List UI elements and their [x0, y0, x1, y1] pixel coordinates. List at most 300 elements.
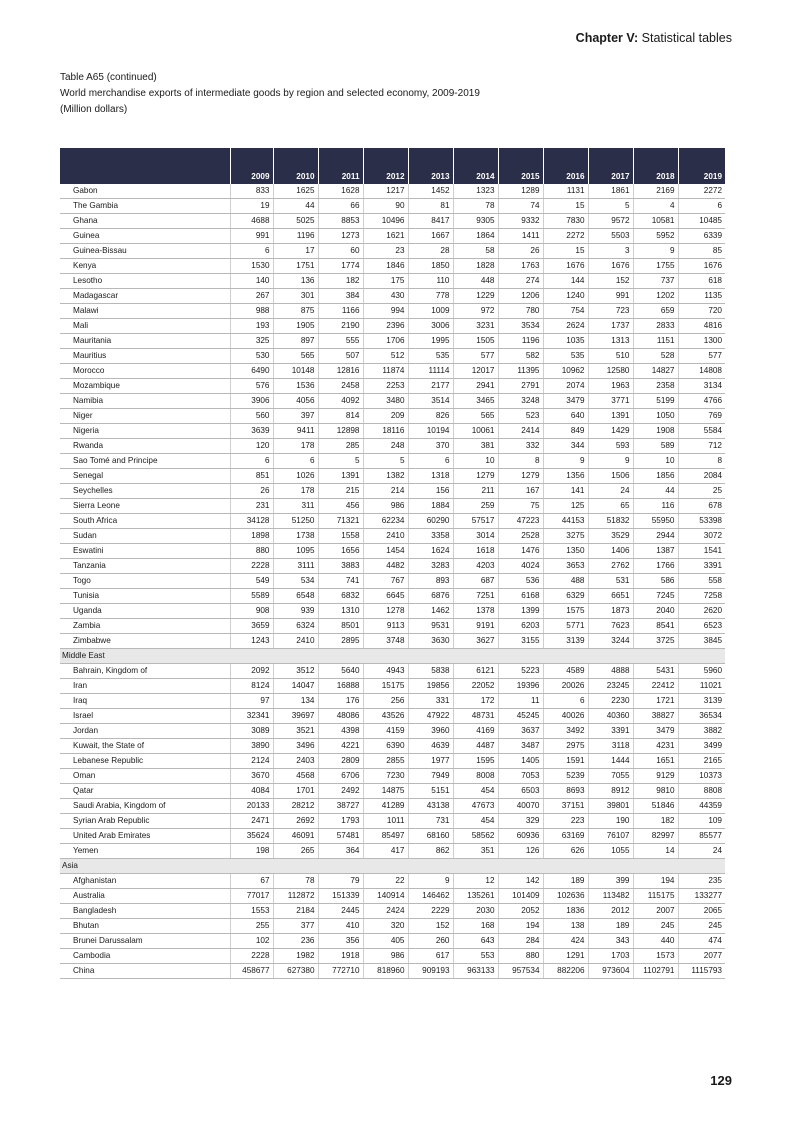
value-cell: 156: [408, 484, 453, 499]
value-cell: 1558: [318, 529, 363, 544]
value-cell: 1202: [633, 289, 678, 304]
value-cell: 9: [543, 454, 588, 469]
value-cell: 1828: [453, 259, 498, 274]
value-cell: 58562: [453, 829, 498, 844]
value-cell: 1131: [543, 184, 588, 199]
value-cell: 331: [408, 694, 453, 709]
value-cell: 5589: [230, 589, 273, 604]
value-cell: 882206: [543, 964, 588, 979]
value-cell: 1411: [498, 229, 543, 244]
value-cell: 9572: [588, 214, 633, 229]
value-cell: 1095: [273, 544, 318, 559]
table-meta: [60, 70, 480, 118]
value-cell: 24: [678, 844, 725, 859]
value-cell: 46091: [273, 829, 318, 844]
value-cell: 1628: [318, 184, 363, 199]
value-cell: 81: [408, 199, 453, 214]
value-cell: 15175: [363, 679, 408, 694]
value-cell: 245: [633, 919, 678, 934]
header-year: 2014: [453, 148, 498, 184]
table-row: [60, 829, 725, 844]
value-cell: 4084: [230, 784, 273, 799]
economy-name: Qatar: [60, 784, 230, 799]
value-cell: 11: [498, 694, 543, 709]
value-cell: 893: [408, 574, 453, 589]
value-cell: 5223: [498, 664, 543, 679]
value-cell: 7830: [543, 214, 588, 229]
value-cell: 97: [230, 694, 273, 709]
table-unit: (Million dollars): [60, 104, 128, 115]
value-cell: 5584: [678, 424, 725, 439]
value-cell: 3248: [498, 394, 543, 409]
value-cell: 248: [363, 439, 408, 454]
header-economy: [60, 148, 230, 184]
table-row: [60, 244, 725, 259]
value-cell: 51250: [273, 514, 318, 529]
value-cell: 9332: [498, 214, 543, 229]
value-cell: 47673: [453, 799, 498, 814]
economy-name: Malawi: [60, 304, 230, 319]
value-cell: 1624: [408, 544, 453, 559]
value-cell: 7251: [453, 589, 498, 604]
table-id: Table A65 (continued): [60, 72, 157, 83]
value-cell: 4231: [633, 739, 678, 754]
value-cell: 65: [588, 499, 633, 514]
value-cell: 1444: [588, 754, 633, 769]
value-cell: 34128: [230, 514, 273, 529]
value-cell: 1595: [453, 754, 498, 769]
value-cell: 44: [633, 484, 678, 499]
value-cell: 53398: [678, 514, 725, 529]
value-cell: 3139: [678, 694, 725, 709]
value-cell: 19396: [498, 679, 543, 694]
value-cell: 1323: [453, 184, 498, 199]
table-row: [60, 589, 725, 604]
economy-name: The Gambia: [60, 199, 230, 214]
value-cell: 5838: [408, 664, 453, 679]
value-cell: 1530: [230, 259, 273, 274]
value-cell: 71321: [318, 514, 363, 529]
value-cell: 168: [453, 919, 498, 934]
value-cell: 4888: [588, 664, 633, 679]
value-cell: 1751: [273, 259, 318, 274]
value-cell: 880: [498, 949, 543, 964]
value-cell: 814: [318, 409, 363, 424]
value-cell: 40360: [588, 709, 633, 724]
value-cell: 68160: [408, 829, 453, 844]
value-cell: 4221: [318, 739, 363, 754]
table-row: [60, 604, 725, 619]
economy-name: Niger: [60, 409, 230, 424]
value-cell: 1405: [498, 754, 543, 769]
value-cell: 14047: [273, 679, 318, 694]
value-cell: 364: [318, 844, 363, 859]
value-cell: 6203: [498, 619, 543, 634]
value-cell: 2528: [498, 529, 543, 544]
value-cell: 3529: [588, 529, 633, 544]
value-cell: 22: [363, 874, 408, 889]
value-cell: 2975: [543, 739, 588, 754]
value-cell: 8124: [230, 679, 273, 694]
value-cell: 963133: [453, 964, 498, 979]
value-cell: 4487: [453, 739, 498, 754]
economy-name: Madagascar: [60, 289, 230, 304]
value-cell: 3670: [230, 769, 273, 784]
table-row: [60, 454, 725, 469]
value-cell: 1656: [318, 544, 363, 559]
value-cell: 772710: [318, 964, 363, 979]
value-cell: 7258: [678, 589, 725, 604]
value-cell: 3275: [543, 529, 588, 544]
header-year: 2018: [633, 148, 678, 184]
value-cell: 3139: [543, 634, 588, 649]
data-table-container: [60, 148, 725, 979]
table-row: [60, 319, 725, 334]
value-cell: 577: [678, 349, 725, 364]
value-cell: 57481: [318, 829, 363, 844]
value-cell: 1135: [678, 289, 725, 304]
value-cell: 41289: [363, 799, 408, 814]
value-cell: 1667: [408, 229, 453, 244]
economy-name: Sudan: [60, 529, 230, 544]
table-row: [60, 469, 725, 484]
value-cell: 22412: [633, 679, 678, 694]
value-cell: 15: [543, 244, 588, 259]
value-cell: 6: [543, 694, 588, 709]
value-cell: 20026: [543, 679, 588, 694]
value-cell: 1553: [230, 904, 273, 919]
table-row: [60, 424, 725, 439]
chapter-header: [576, 31, 732, 45]
economy-name: Mauritius: [60, 349, 230, 364]
value-cell: 351: [453, 844, 498, 859]
value-cell: 6645: [363, 589, 408, 604]
value-cell: 5503: [588, 229, 633, 244]
value-cell: 6: [408, 454, 453, 469]
value-cell: 5: [588, 199, 633, 214]
table-row: [60, 664, 725, 679]
page-number: 129: [710, 1073, 732, 1088]
value-cell: 7623: [588, 619, 633, 634]
economy-name: Mauritania: [60, 334, 230, 349]
value-cell: 4203: [453, 559, 498, 574]
economy-name: Uganda: [60, 604, 230, 619]
value-cell: 659: [633, 304, 678, 319]
value-cell: 133277: [678, 889, 725, 904]
value-cell: 1356: [543, 469, 588, 484]
economy-name: Israel: [60, 709, 230, 724]
value-cell: 2052: [498, 904, 543, 919]
value-cell: 16888: [318, 679, 363, 694]
value-cell: 897: [273, 334, 318, 349]
value-cell: 780: [498, 304, 543, 319]
value-cell: 176: [318, 694, 363, 709]
value-cell: 235: [678, 874, 725, 889]
value-cell: 523: [498, 409, 543, 424]
value-cell: 9: [588, 454, 633, 469]
value-cell: 1382: [363, 469, 408, 484]
value-cell: 1905: [273, 319, 318, 334]
value-cell: 140914: [363, 889, 408, 904]
value-cell: 417: [363, 844, 408, 859]
table-row: [60, 904, 725, 919]
value-cell: 1977: [408, 754, 453, 769]
value-cell: 23: [363, 244, 408, 259]
value-cell: 48731: [453, 709, 498, 724]
economy-name: Nigeria: [60, 424, 230, 439]
value-cell: 1703: [588, 949, 633, 964]
value-cell: 167: [498, 484, 543, 499]
value-cell: 85: [678, 244, 725, 259]
economy-name: Sao Tomé and Principe: [60, 454, 230, 469]
value-cell: 11874: [363, 364, 408, 379]
value-cell: 8: [678, 454, 725, 469]
table-row: [60, 634, 725, 649]
value-cell: 11395: [498, 364, 543, 379]
value-cell: 3748: [363, 634, 408, 649]
value-cell: 10: [633, 454, 678, 469]
value-cell: 75: [498, 499, 543, 514]
value-cell: 687: [453, 574, 498, 589]
value-cell: 531: [588, 574, 633, 589]
economy-name: Bhutan: [60, 919, 230, 934]
value-cell: 3639: [230, 424, 273, 439]
value-cell: 231: [230, 499, 273, 514]
table-row: [60, 514, 725, 529]
table-row: [60, 289, 725, 304]
value-cell: 6329: [543, 589, 588, 604]
value-cell: 3244: [588, 634, 633, 649]
value-cell: 151339: [318, 889, 363, 904]
value-cell: 586: [633, 574, 678, 589]
value-cell: 2403: [273, 754, 318, 769]
value-cell: 152: [588, 274, 633, 289]
value-cell: 10496: [363, 214, 408, 229]
value-cell: 1279: [498, 469, 543, 484]
value-cell: 193: [230, 319, 273, 334]
header-year: 2017: [588, 148, 633, 184]
value-cell: 152: [408, 919, 453, 934]
value-cell: 986: [363, 949, 408, 964]
value-cell: 1291: [543, 949, 588, 964]
value-cell: 534: [273, 574, 318, 589]
value-cell: 12816: [318, 364, 363, 379]
value-cell: 1206: [498, 289, 543, 304]
value-cell: 1651: [633, 754, 678, 769]
value-cell: 2396: [363, 319, 408, 334]
value-cell: 8693: [543, 784, 588, 799]
value-cell: 223: [543, 814, 588, 829]
value-cell: 20133: [230, 799, 273, 814]
value-cell: 2624: [543, 319, 588, 334]
value-cell: 456: [318, 499, 363, 514]
value-cell: 44153: [543, 514, 588, 529]
region-label: Asia: [60, 859, 725, 874]
value-cell: 6324: [273, 619, 318, 634]
table-row: [60, 784, 725, 799]
value-cell: 146462: [408, 889, 453, 904]
value-cell: 256: [363, 694, 408, 709]
region-row: [60, 649, 725, 664]
value-cell: 12017: [453, 364, 498, 379]
value-cell: 9: [408, 874, 453, 889]
value-cell: 397: [273, 409, 318, 424]
table-row: [60, 889, 725, 904]
value-cell: 58: [453, 244, 498, 259]
value-cell: 259: [453, 499, 498, 514]
value-cell: 2165: [678, 754, 725, 769]
value-cell: 82997: [633, 829, 678, 844]
value-cell: 9810: [633, 784, 678, 799]
value-cell: 116: [633, 499, 678, 514]
value-cell: 194: [498, 919, 543, 934]
value-cell: 1676: [588, 259, 633, 274]
value-cell: 991: [230, 229, 273, 244]
value-cell: 3659: [230, 619, 273, 634]
value-cell: 2065: [678, 904, 725, 919]
value-cell: 6: [230, 454, 273, 469]
value-cell: 24: [588, 484, 633, 499]
value-cell: 1573: [633, 949, 678, 964]
value-cell: 1541: [678, 544, 725, 559]
table-row: [60, 394, 725, 409]
value-cell: 120: [230, 439, 273, 454]
economy-name: Brunei Darussalam: [60, 934, 230, 949]
value-cell: 1115793: [678, 964, 725, 979]
economy-name: Sierra Leone: [60, 499, 230, 514]
economy-name: Bangladesh: [60, 904, 230, 919]
value-cell: 138: [543, 919, 588, 934]
value-cell: 35624: [230, 829, 273, 844]
value-cell: 5151: [408, 784, 453, 799]
value-cell: 880: [230, 544, 273, 559]
value-cell: 2492: [318, 784, 363, 799]
region-row: [60, 859, 725, 874]
value-cell: 440: [633, 934, 678, 949]
value-cell: 454: [453, 784, 498, 799]
value-cell: 3514: [408, 394, 453, 409]
value-cell: 79: [318, 874, 363, 889]
header-year: 2013: [408, 148, 453, 184]
value-cell: 741: [318, 574, 363, 589]
value-cell: 2941: [453, 379, 498, 394]
value-cell: 8008: [453, 769, 498, 784]
value-cell: 245: [678, 919, 725, 934]
region-label: Middle East: [60, 649, 725, 664]
value-cell: 332: [498, 439, 543, 454]
value-cell: 2809: [318, 754, 363, 769]
value-cell: 1738: [273, 529, 318, 544]
value-cell: 14827: [633, 364, 678, 379]
economy-name: Mozambique: [60, 379, 230, 394]
value-cell: 2424: [363, 904, 408, 919]
value-cell: 3014: [453, 529, 498, 544]
value-cell: 2791: [498, 379, 543, 394]
value-cell: 2184: [273, 904, 318, 919]
value-cell: 9113: [363, 619, 408, 634]
value-cell: 140: [230, 274, 273, 289]
value-cell: 1850: [408, 259, 453, 274]
value-cell: 1313: [588, 334, 633, 349]
value-cell: 356: [318, 934, 363, 949]
value-cell: 712: [678, 439, 725, 454]
value-cell: 3890: [230, 739, 273, 754]
table-row: [60, 364, 725, 379]
table-row: [60, 739, 725, 754]
value-cell: 2833: [633, 319, 678, 334]
value-cell: 1836: [543, 904, 588, 919]
table-row: [60, 709, 725, 724]
value-cell: 4056: [273, 394, 318, 409]
value-cell: 2358: [633, 379, 678, 394]
value-cell: 3882: [678, 724, 725, 739]
value-cell: 9129: [633, 769, 678, 784]
value-cell: 144: [543, 274, 588, 289]
value-cell: 1310: [318, 604, 363, 619]
table-row: [60, 199, 725, 214]
value-cell: 9305: [453, 214, 498, 229]
value-cell: 1476: [498, 544, 543, 559]
value-cell: 1898: [230, 529, 273, 544]
table-row: [60, 499, 725, 514]
value-cell: 67: [230, 874, 273, 889]
value-cell: 10: [453, 454, 498, 469]
value-cell: 560: [230, 409, 273, 424]
value-cell: 535: [543, 349, 588, 364]
value-cell: 2230: [588, 694, 633, 709]
value-cell: 6651: [588, 589, 633, 604]
value-cell: 28212: [273, 799, 318, 814]
table-row: [60, 259, 725, 274]
value-cell: 26: [498, 244, 543, 259]
value-cell: 10373: [678, 769, 725, 784]
value-cell: 582: [498, 349, 543, 364]
value-cell: 9: [633, 244, 678, 259]
header-year: 2012: [363, 148, 408, 184]
value-cell: 549: [230, 574, 273, 589]
economy-name: Syrian Arab Republic: [60, 814, 230, 829]
value-cell: 8: [498, 454, 543, 469]
value-cell: 1763: [498, 259, 543, 274]
value-cell: 4092: [318, 394, 363, 409]
value-cell: 301: [273, 289, 318, 304]
value-cell: 3653: [543, 559, 588, 574]
value-cell: 10485: [678, 214, 725, 229]
value-cell: 125: [543, 499, 588, 514]
value-cell: 77017: [230, 889, 273, 904]
table-body: [60, 184, 725, 979]
value-cell: 875: [273, 304, 318, 319]
value-cell: 10061: [453, 424, 498, 439]
value-cell: 576: [230, 379, 273, 394]
value-cell: 3960: [408, 724, 453, 739]
value-cell: 3883: [318, 559, 363, 574]
value-cell: 63169: [543, 829, 588, 844]
value-cell: 7245: [633, 589, 678, 604]
value-cell: 1856: [633, 469, 678, 484]
value-cell: 320: [363, 919, 408, 934]
value-cell: 3111: [273, 559, 318, 574]
value-cell: 510: [588, 349, 633, 364]
value-cell: 957534: [498, 964, 543, 979]
header-year: 2015: [498, 148, 543, 184]
value-cell: 40070: [498, 799, 543, 814]
value-cell: 2414: [498, 424, 543, 439]
value-cell: 14: [633, 844, 678, 859]
value-cell: 2084: [678, 469, 725, 484]
value-cell: 44359: [678, 799, 725, 814]
value-cell: 535: [408, 349, 453, 364]
